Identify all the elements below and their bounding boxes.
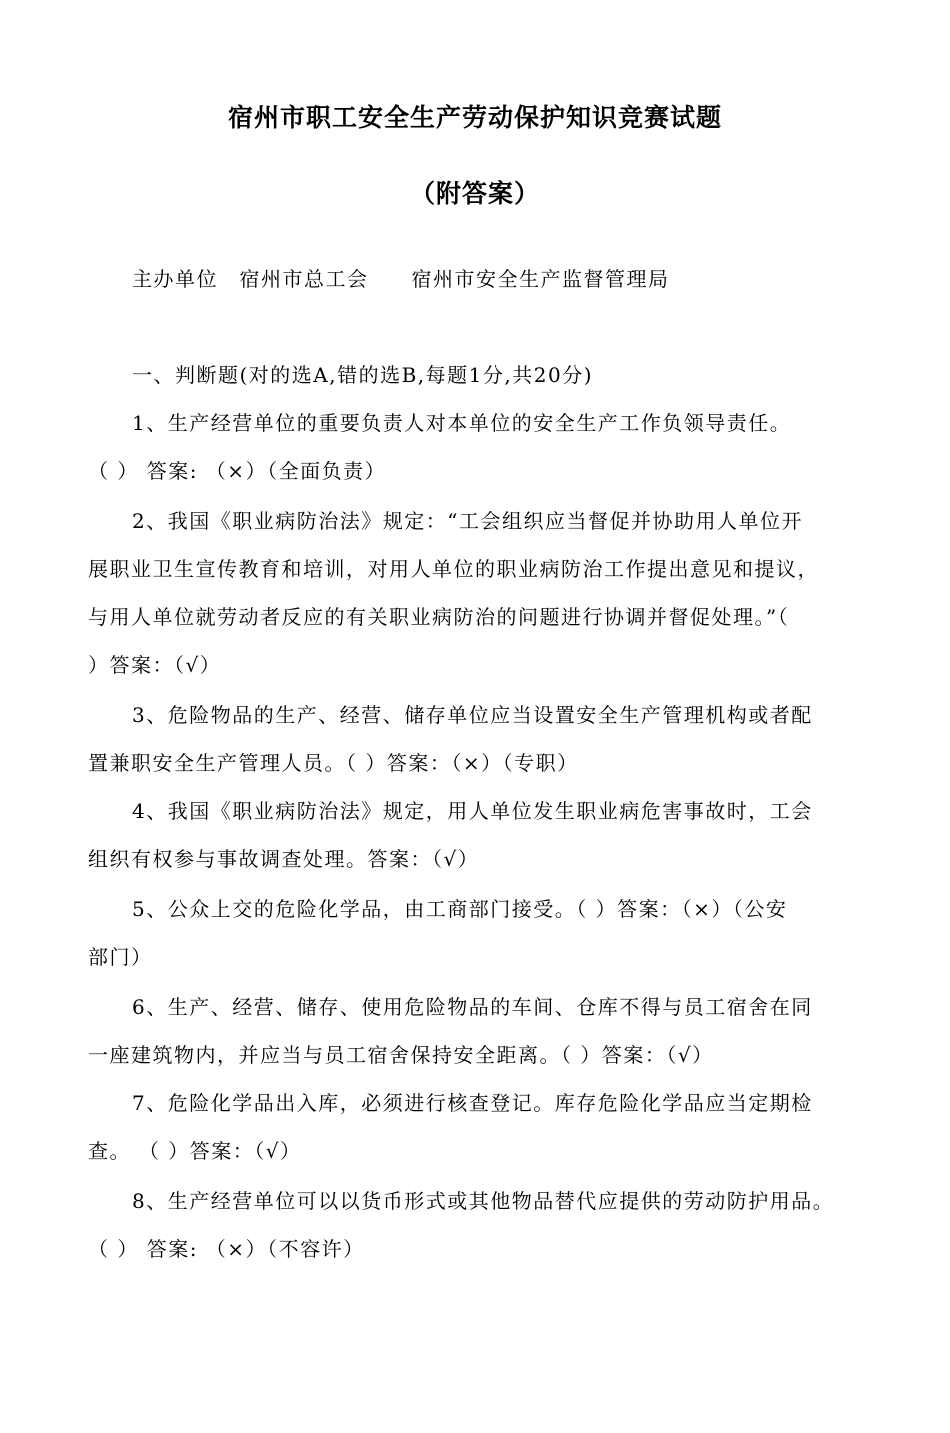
question-line: 置兼职安全生产管理人员。（ ）答案：（×）（专职） [88,751,579,775]
question-line: 2、我国《职业病防治法》规定：“工会组织应当督促并协助用人单位开 [132,509,803,533]
section-heading: 一、判断题(对的选A,错的选B,每题1分,共20分) [132,363,593,387]
question-line: 7、危险化学品出入库，必须进行核查登记。库存危险化学品应当定期检 [132,1091,813,1115]
answer-line: 查。 （ ）答案：（√） [88,1139,302,1163]
question-line: 4、我国《职业病防治法》规定，用人单位发生职业病危害事故时，工会 [132,799,813,823]
document-subtitle: （附答案） [409,179,540,208]
question-line: 部门） [88,945,153,969]
question-line: 1、生产经营单位的重要负责人对本单位的安全生产工作负领导责任。 [132,411,792,435]
document-title: 宿州市职工安全生产劳动保护知识竞赛试题 [227,103,722,132]
question-line: 一座建筑物内，并应当与员工宿舍保持安全距离。（ ）答案：（√） [88,1043,714,1067]
answer-line: （ ） 答案: （×）（不容许） [88,1237,365,1261]
question-line: 与用人单位就劳动者反应的有关职业病防治的问题进行协调并督促处理。”（ [88,605,790,629]
question-line: 8、生产经营单位可以以货币形式或其他物品替代应提供的劳动防护用品。 [132,1189,835,1213]
question-line: 5、公众上交的危险化学品，由工商部门接受。（ ）答案：（×）（公安 [132,897,788,921]
answer-line: ）答案：（√） [88,653,222,677]
organizers-line: 主办单位 宿州市总工会 宿州市安全生产监督管理局 [132,267,670,291]
question-line: 6、生产、经营、储存、使用危险物品的车间、仓库不得与员工宿舍在同 [132,995,813,1019]
answer-line: （ ） 答案: （×）（全面负责） [88,459,387,483]
question-line: 组织有权参与事故调查处理。答案：（√） [88,847,480,871]
question-line: 展职业卫生宣传教育和培训，对用人单位的职业病防治工作提出意见和提议， [88,557,819,581]
question-line: 3、危险物品的生产、经营、储存单位应当设置安全生产管理机构或者配 [132,703,813,727]
